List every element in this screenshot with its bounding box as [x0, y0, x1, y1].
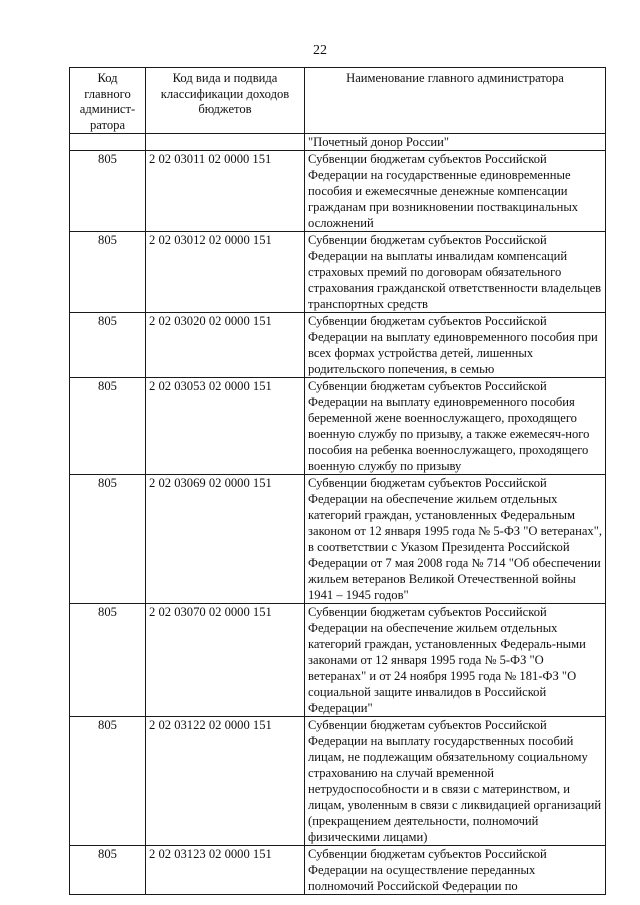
cell-admin-code: 805 — [70, 378, 146, 475]
cell-income-code: 2 02 03069 02 0000 151 — [146, 475, 305, 604]
cell-admin-code: 805 — [70, 475, 146, 604]
table-row — [70, 313, 606, 378]
table-row — [70, 604, 606, 717]
cell-admin-name: Субвенции бюджетам субъектов Российской Федерации на выплаты инвалидам компенсаций страховых премий по договорам обязательного страхования гражданской ответственности владельцев транспортных средств — [305, 232, 606, 313]
table-row — [70, 475, 606, 604]
cell-admin-name: Субвенции бюджетам субъектов Российской Федерации на обеспечение жильем отдельных категорий граждан, установленных Федераль-ными законами от 12 января 1995 года № 5-ФЗ "О ветеранах" и от 24 ноября 1995 года № 181-ФЗ "О социальной защите инвалидов в Российской Федерации" — [305, 604, 606, 717]
cell-income-code: 2 02 03011 02 0000 151 — [146, 151, 305, 232]
cell-admin-code: 805 — [70, 232, 146, 313]
budget-income-table — [69, 67, 606, 895]
cell-income-code: 2 02 03020 02 0000 151 — [146, 313, 305, 378]
table-row — [70, 232, 606, 313]
cell-admin-name: Субвенции бюджетам субъектов Российской Федерации на осуществление переданных полномочий Российской Федерации по — [305, 846, 606, 895]
cell-admin-code: 805 — [70, 846, 146, 895]
cell-admin-code — [70, 134, 146, 151]
header-income-code: Код вида и подвида классификации доходов бюджетов — [146, 68, 305, 134]
cell-admin-name: Субвенции бюджетам субъектов Российской Федерации на государственные единовременные пособия и ежемесячные денежные компенсации гражданам при возникновении поствакцинальных осложнений — [305, 151, 606, 232]
cell-admin-name: "Почетный донор России" — [305, 134, 606, 151]
header-admin-name: Наименование главного администратора — [305, 68, 606, 134]
cell-admin-code: 805 — [70, 151, 146, 232]
cell-admin-name: Субвенции бюджетам субъектов Российской Федерации на выплату единовременного пособия беременной жене военнослужащего, проходящего военную службу по призыву, а также ежемесяч-ного пособия на ребенка военнослужащего, проходящего военную службу по призыву — [305, 378, 606, 475]
table-row — [70, 151, 606, 232]
cell-income-code: 2 02 03123 02 0000 151 — [146, 846, 305, 895]
cell-income-code — [146, 134, 305, 151]
header-row — [70, 68, 606, 134]
table-header — [70, 68, 606, 134]
continuation-row — [70, 134, 606, 151]
page-number: 22 — [313, 43, 327, 58]
cell-admin-code: 805 — [70, 313, 146, 378]
cell-income-code: 2 02 03012 02 0000 151 — [146, 232, 305, 313]
cell-admin-name: Субвенции бюджетам субъектов Российской Федерации на выплату государственных пособий лицам, не подлежащим обязательному социальному страхованию на случай временной нетрудоспособности и в связи с материнством, и лицам, уволенным в связи с ликвидацией организаций (прекращением деятельности, полномочий физическими лицами) — [305, 717, 606, 846]
header-admin-code: Код главного админист-ратора — [70, 68, 146, 134]
table-body — [70, 134, 606, 895]
cell-admin-code: 805 — [70, 604, 146, 717]
cell-income-code: 2 02 03053 02 0000 151 — [146, 378, 305, 475]
cell-income-code: 2 02 03070 02 0000 151 — [146, 604, 305, 717]
cell-admin-name: Субвенции бюджетам субъектов Российской Федерации на обеспечение жильем отдельных категорий граждан, установленных Федеральным законом от 12 января 1995 года № 5-ФЗ "О ветеранах", в соответствии с Указом Президента Российской Федерации от 7 мая 2008 года № 714 "Об обеспечении жильем ветеранов Великой Отечественной войны 1941 – 1945 годов" — [305, 475, 606, 604]
cell-admin-code: 805 — [70, 717, 146, 846]
table-row — [70, 717, 606, 846]
cell-admin-name: Субвенции бюджетам субъектов Российской Федерации на выплату единовременного пособия при всех формах устройства детей, лишенных родительского попечения, в семью — [305, 313, 606, 378]
cell-income-code: 2 02 03122 02 0000 151 — [146, 717, 305, 846]
table-row — [70, 378, 606, 475]
table-row — [70, 846, 606, 895]
